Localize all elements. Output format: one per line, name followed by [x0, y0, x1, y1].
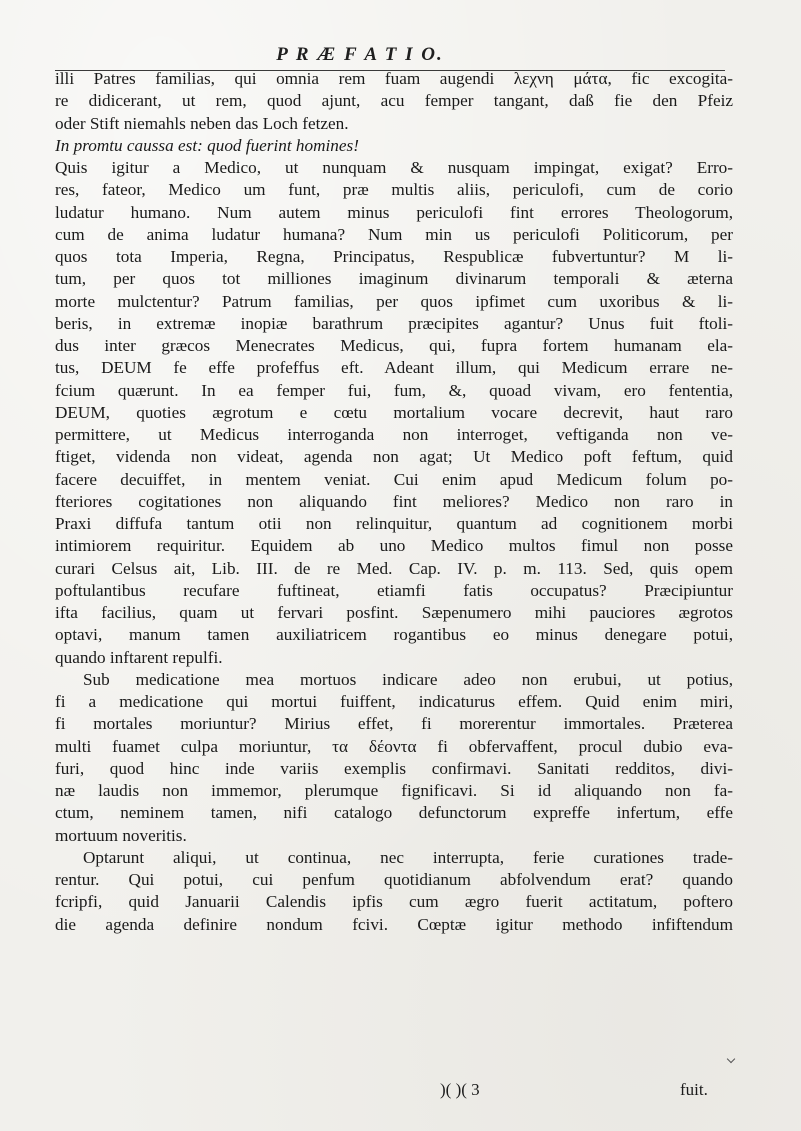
text-line: DEUM, quoties ægrotum e cœtu mortalium vocare decrevit, haut raro [55, 402, 733, 422]
body-text [55, 68, 733, 936]
text-line: quos tota Imperia, Regna, Principatus, Respublicæ fubvertuntur? M li- [55, 247, 733, 266]
text-line: Optarunt aliqui, ut continua, nec interrupta, ferie curationes trade- [83, 847, 733, 867]
text-line: dus inter græcos Menecrates Medicus, qui, fupra fortem humanam ela- [55, 336, 733, 355]
text-line: die agenda definire nondum fcivi. Cœptæ igitur methodo infiftendum [55, 914, 733, 934]
text-line: morte mulctentur? Patrum familias, per quos ipfimet cum uxoribus & li- [55, 291, 733, 311]
text-line: re didicerant, ut rem, quod ajunt, acu femper tangant, daß fie den Pfeiz [55, 91, 733, 111]
text-line: cum de anima ludatur humana? Num min us periculofi Politicorum, per [55, 224, 733, 244]
catchword: fuit. [680, 1080, 708, 1099]
text-line: multi fuamet culpa moriuntur, τα δέοντα fi obfervaffent, procul dubio eva- [55, 736, 733, 756]
text-line: Sub medicatione mea mortuos indicare adeo non erubui, ut potius, [83, 669, 733, 689]
text-line: permittere, ut Medicus interroganda non interroget, veftiganda non ve- [55, 425, 733, 444]
text-line: facere decuiffet, in mentem veniat. Cui enim apud Medicum folum po- [55, 469, 733, 489]
text-line: quando inftarent repulfi. [55, 647, 223, 667]
text-line: næ laudis non immemor, plerumque fignificavi. Si id aliquando non fa- [55, 781, 733, 800]
page-footer [440, 1080, 740, 1104]
text-line: rentur. Qui potui, cui penfum quotidianum abfolvendum erat? quando [55, 870, 733, 889]
text-line: fi a medicatione qui mortui fuiffent, indicaturus effem. Quid enim miri, [55, 692, 733, 711]
text-line: ludatur humano. Num autem minus periculofi fint errores Theologorum, [55, 202, 733, 222]
text-line: tus, DEUM fe effe profeffus eft. Adeant illum, qui Medicum errare ne- [55, 358, 733, 378]
text-line: res, fateor, Medico um funt, præ multis aliis, periculofi, cum de corio [55, 180, 733, 200]
signature-mark: )( )( 3 [440, 1080, 480, 1099]
text-line: ifta facilius, quam ut fervari posfint. Sæpenumero mihi pauciores ægrotos [55, 603, 733, 622]
text-line: intimiorem requiritur. Equidem ab uno Medico multos fimul non posse [55, 536, 733, 556]
text-line: fi mortales moriuntur? Mirius effet, fi morerentur immortales. Præterea [55, 714, 733, 734]
text-line: fcripfi, quid Januarii Calendis ipfis cum ægro fuerit actitatum, poftero [55, 892, 733, 912]
text-line: furi, quod hinc inde variis exemplis confirmavi. Sanitati redditos, divi- [55, 758, 733, 778]
text-line: ctum, neminem tamen, nifi catalogo defunctorum expreffe infertum, effe [55, 803, 733, 823]
text-line: curari Celsus ait, Lib. III. de re Med. Cap. IV. p. m. 113. Sed, quis opem [55, 558, 733, 578]
text-line: In promtu caussa est: quod fuerint homines! [55, 135, 359, 155]
running-head: P R Æ F A T I O. [276, 44, 444, 65]
text-line: beris, in extremæ inopiæ barathrum præcipites agantur? Unus fuit ftoli- [55, 313, 733, 333]
text-line: tum, per quos tot milliones imaginum divinarum temporali & æterna [55, 269, 733, 289]
text-line: Praxi diffufa tantum otii non relinquitur, quantum ad cognitionem morbi [55, 514, 733, 533]
text-line: fteriores cogitationes non aliquando fint meliores? Medico non raro in [55, 491, 733, 511]
text-line: fcium quærunt. In ea femper fui, fum, &, quoad vivam, ero fententia, [55, 380, 733, 400]
text-line: illi Patres familias, qui omnia rem fuam augendi λεχνη μάτα, fic excogita- [55, 69, 733, 88]
text-line: mortuum noveritis. [55, 825, 187, 845]
text-line: optavi, manum tamen auxiliatricem rogantibus eo minus denegare potui, [55, 625, 733, 645]
text-line: poftulantibus recufare fuftineat, etiamfi fatis occupatus? Præcipiuntur [55, 580, 733, 600]
text-line: Quis igitur a Medico, ut nunquam & nusquam impingat, exigat? Erro- [55, 158, 733, 177]
ink-mark-icon [727, 1055, 735, 1063]
text-line: ftiget, videnda non videat, agenda non agat; Ut Medico poft feftum, quid [55, 447, 733, 467]
text-line: oder Stift niemahls neben das Loch fetzen. [55, 113, 349, 133]
